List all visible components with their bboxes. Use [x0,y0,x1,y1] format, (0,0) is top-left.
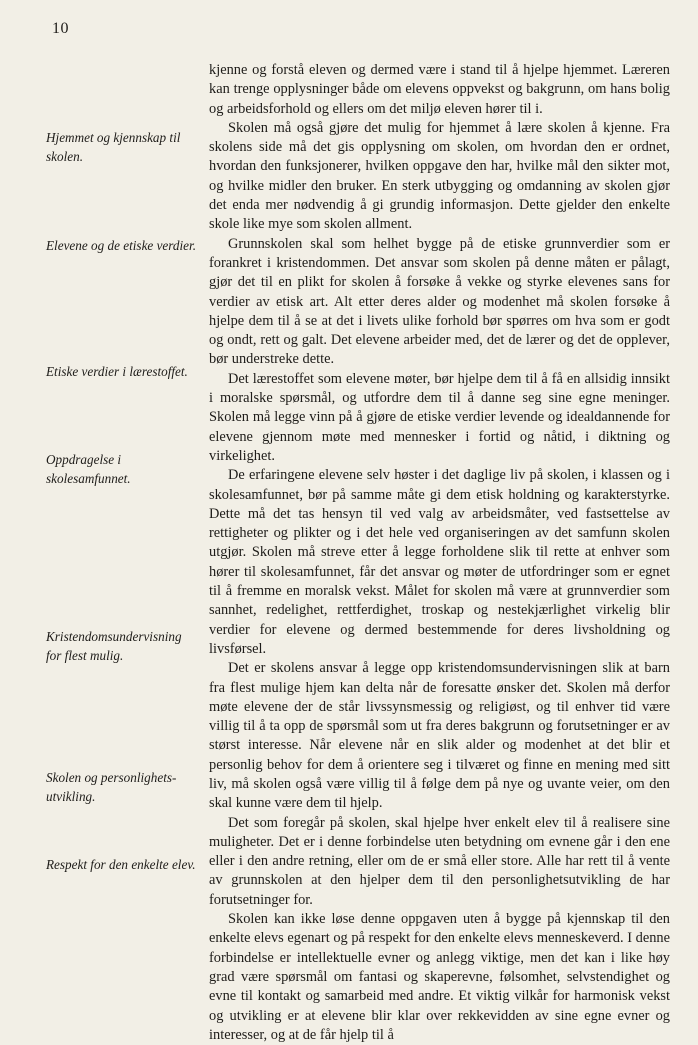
margin-note-kristendom: Kristendomsundervisning for flest mulig. [46,629,182,663]
margin-note-oppdragelse: Oppdragelse i skolesamfunnet. [46,452,131,486]
paragraph: Det som foregår på skolen, skal hjelpe hver enkelt elev til å realisere sine muligheter. Det er i denne forbindelse uten betydning om evnene går i den ene eller i den andre retning, eller om de er små eller store. Alle har rett til å vente av grunnskolen at den hjelper dem til den personlighetsutvikling de har forutsetninger for. [209,814,670,908]
paragraph: Det lærestoffet som elevene møter, bør hjelpe dem til å få en allsidig innsikt i moralske spørsmål, og utfordre dem til å danne seg sine egne meninger. Skolen må legge vinn på å gjøre de etiske verdier levende og idealdannende for elevene gjennom møte med mennesker i fortid og nåtid, i diktning og virkelighet. [209,370,670,464]
paragraph: Grunnskolen skal som helhet bygge på de etiske grunnverdier som er forankret i kristendommen. Det ansvar som skolen på denne måten er pålagt, gjør det til en plikt for skolen å forsøke å vekke og styrke elevenes sans for verdier av etisk art. Alt etter deres alder og modenhet må skolen forsøke å hjelpe dem til å se at det i livets ulike forhold bør spørres om hva som er godt og ondt, rett og galt. Det elevene arbeider med, det de lærer og det de opplever, bør understreke dette. [209,235,670,368]
paragraph: De erfaringene elevene selv høster i det daglige liv på skolen, i klassen og i skolesamfunnet, bør på samme måte gi dem etisk holdning og karakterstyrke. Dette må det tas hensyn til ved valg av arbeidsmåter, ved fastsettelse av rettigheter og plikter og i det hele ved organiseringen av det samfunn skolen utgjør. Skolen må streve etter å legge forholdene slik til rette at enhver som hører til skolesamfunnet, får det ansvar og møter de utfordringer som er egnet til å fremme en moralsk vekst. Målet for skolen må være at grunnverdier som sannhet, redelighet, rettferdighet, troskap og nestekjærlighet virkelig blir verdier for elevene og dermed bestemmende for deres livsholdning og livsførsel. [209,467,670,657]
body-text [209,61,670,1045]
paragraph: kjenne og forstå eleven og dermed være i stand til å hjelpe hjemmet. Læreren kan trenge opplysninger både om elevens oppvekst og bakgrunn, om hans bolig og arbeidsforhold og ellers om det miljø eleven hører til i. [209,62,670,117]
page-number: 10 [52,20,69,37]
paragraph: Skolen kan ikke løse denne oppgaven uten å bygge på kjennskap til den enkelte elevs egenart og på respekt for den enkelte elevs menneskeverd. I denne forbindelse er intellektuelle evner og anlegg viktige, men det kan i like høy grad være spørsmål om fantasi og skaperevne, følsomhet, selvstendighet og evne til kontakt og samarbeid med andre. Et viktig vilkår for harmonisk vekst og utvikling er at elevene blir klar over rekkevidden av sine egne evner og interesser, og at de får hjelp til å [209,911,670,1043]
margin-note-etiske-verdier: Elevene og de etiske verdier. [46,238,196,253]
paragraph: Det er skolens ansvar å legge opp kristendomsundervisningen slik at barn fra flest mulige hjem kan delta når de foresatte ønsker det. Skolen må derfor møte elevene der de står livssynsmessig og religiøst, og til enhver tid være villig til å ta opp de spørsmål som ut fra deres bakgrunn og forutsetninger er av størst interesse. Når elevene når en slik alder og modenhet at det blir et personlig behov for dem å orientere seg i tilværet og finne en mening med sitt liv, må skolen også være villig til å følge dem på nye og uvante veier, om den skal kunne være dem til hjelp. [209,660,670,812]
margin-note-respekt: Respekt for den enkelte elev. [46,857,196,872]
margin-note-laerestoffet: Etiske verdier i lærestoffet. [46,364,188,379]
margin-note-personlighet: Skolen og personlighets-utvikling. [46,770,177,804]
paragraph: Skolen må også gjøre det mulig for hjemmet å lære skolen å kjenne. Fra skolens side må det gis opplysning om skolen, om hvordan den er ordnet, hvordan den funksjonerer, hvilken oppgave den har, hvilke mål den sikter mot, og hvilke midler den bruker. En sterk utbygging og omdanning av skolen gjør det enda mer nødvendig å gi grundig informasjon. Dette gjelder den enkelte skole like mye som skolen allment. [209,119,670,233]
margin-note-hjemmet: Hjemmet og kjennskap til skolen. [46,130,181,164]
